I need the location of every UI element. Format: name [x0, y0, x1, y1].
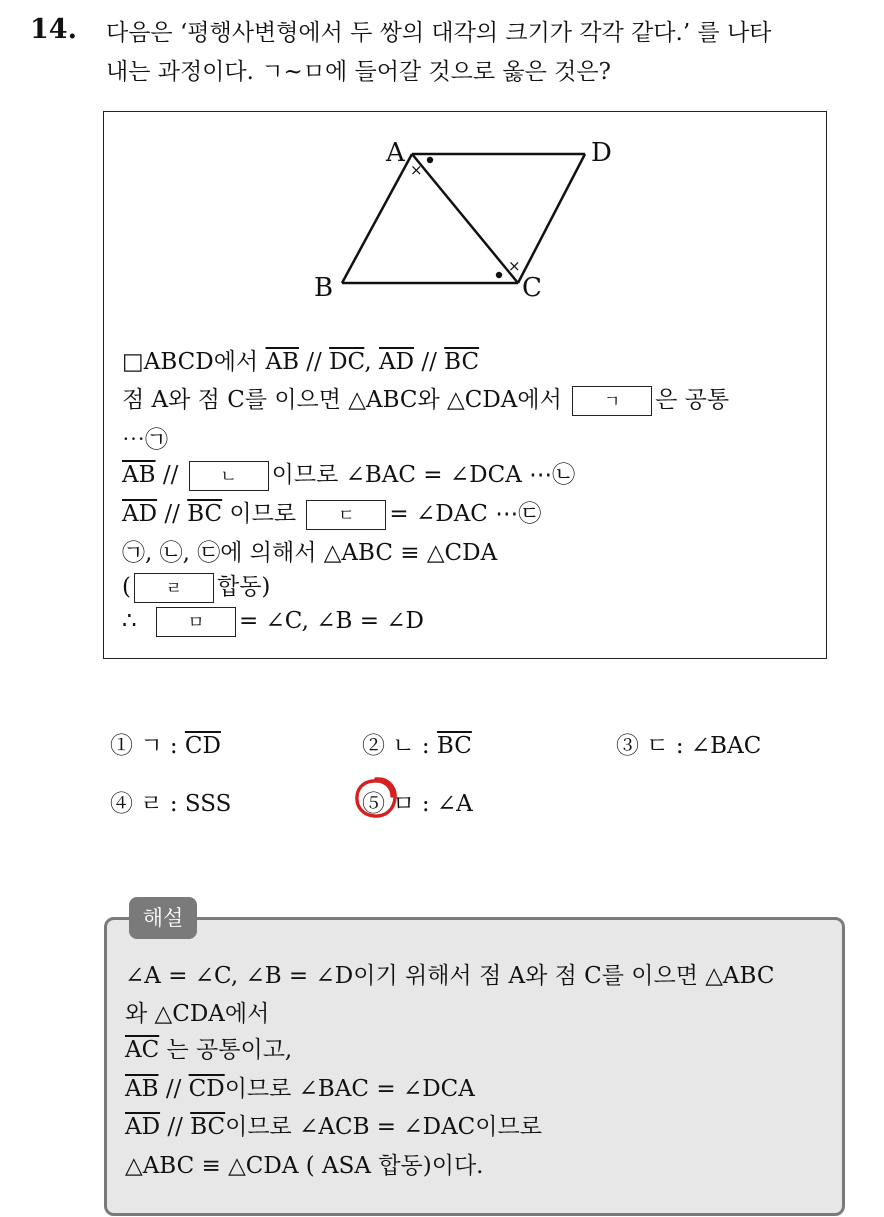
solution-line-3: $\overline{AC}$ 는 공통이고,	[125, 1037, 293, 1063]
vertex-label-d: D	[591, 138, 612, 168]
segment-ad: $\overline{AD}$	[378, 349, 415, 375]
blank-digeut: ㄷ	[306, 500, 386, 530]
proof-line-6: ㉠, ㉡, ㉢에 의해서 △ABC ≡ △CDA	[122, 540, 498, 566]
blank-nieun: ㄴ	[189, 461, 269, 491]
question-text-line1: 다음은 ‘평행사변형에서 두 쌍의 대각의 크기가 각각 같다.’ 를 나타	[106, 20, 772, 46]
angle-cross-c: ×	[508, 257, 521, 275]
choice-5[interactable]: ⑤ ㅁ : ∠A	[362, 791, 473, 817]
parallelogram-figure	[300, 130, 640, 305]
segment-ab: $\overline{AB}$	[265, 349, 299, 375]
choice-4[interactable]: ④ ㄹ : SSS	[110, 791, 232, 817]
answer-mark-circle	[352, 774, 400, 822]
solution-line-5: $\overline{AD} // \overline{BC}$이므로 ∠ACB = ∠DAC이므로	[125, 1114, 542, 1140]
blank-rieul: ㄹ	[134, 573, 214, 603]
proof-line-4: $\overline{AB}$ // ㄴ 이므로 ∠BAC = ∠DCA ⋯㉡	[122, 456, 575, 491]
angle-cross-a: ×	[410, 161, 423, 179]
solution-line-2: 와 △CDA에서	[125, 1001, 270, 1027]
proof-line-3: ⋯㉠	[122, 427, 168, 453]
choice-1[interactable]: ① ㄱ : $\overline{CD}$	[110, 733, 221, 759]
blank-giyeok: ㄱ	[572, 386, 652, 416]
vertex-label-b: B	[314, 273, 334, 303]
angle-dot-a	[427, 157, 433, 163]
question-text-line2: 내는 과정이다. ㄱ~ㅁ에 들어갈 것으로 옳은 것은?	[106, 59, 611, 85]
choice-3[interactable]: ③ ㄷ : ∠BAC	[616, 733, 762, 759]
solution-line-1: ∠A = ∠C, ∠B = ∠D이기 위해서 점 A와 점 C를 이으면 △ABC	[125, 963, 775, 989]
solution-line-4: $\overline{AB} // \overline{CD}$이므로 ∠BAC = ∠DCA	[125, 1076, 475, 1102]
proof-line-8: ∴ ㅁ = ∠C, ∠B = ∠D	[122, 607, 424, 637]
solution-line-6: △ABC ≡ △CDA ( ASA 합동)이다.	[125, 1153, 484, 1179]
proof-line-5: $\overline{AD} // \overline{BC}$ 이므로 ㄷ = ∠DAC ⋯㉢	[122, 495, 541, 530]
proof-line-1: □ABCD에서 $\overline{AB} // \overline{DC}$, $\overline{AD} // \overline{BC}$	[122, 349, 480, 375]
angle-dot-c	[496, 272, 502, 278]
segment-dc: $\overline{DC}$	[329, 349, 365, 375]
segment-bc: $\overline{BC}$	[444, 349, 480, 375]
question-number: 14.	[30, 14, 77, 45]
vertex-label-c: C	[522, 273, 542, 303]
proof-line-2: 점 A와 점 C를 이으면 △ABC와 △CDA에서 ㄱ 은 공통	[122, 381, 729, 416]
proof-line-7: ( ㄹ 합동)	[122, 568, 270, 603]
blank-mieum: ㅁ	[156, 607, 236, 637]
solution-tag: 해설	[129, 897, 197, 939]
vertex-label-a: A	[386, 138, 405, 168]
choice-2[interactable]: ② ㄴ : $\overline{BC}$	[362, 733, 472, 759]
